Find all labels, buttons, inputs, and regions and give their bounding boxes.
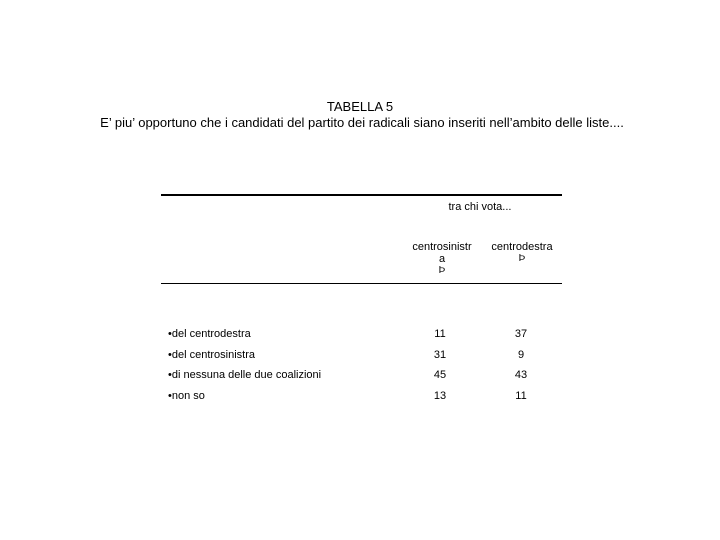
title-block (0, 99, 720, 131)
row-label (168, 389, 205, 403)
cell-centrodestra: 11 (515, 390, 527, 402)
table-row (168, 389, 568, 403)
table-header-rule (161, 283, 562, 284)
bullet-icon: • (168, 328, 172, 340)
bullet-icon: • (168, 390, 172, 402)
cell-centrodestra: 43 (514, 369, 528, 381)
cell-centrosinistra: 31 (433, 349, 447, 361)
row-label (168, 368, 321, 382)
column-header-text-1: centrosinistr (412, 241, 472, 253)
cell-centrodestra: 9 (517, 349, 525, 361)
table-subtitle: E’ piu’ opportuno che i candidati del partito dei radicali siano inseriti nell’ambito delle liste.... (100, 115, 624, 130)
cell-centrodestra: 37 (514, 328, 528, 340)
column-marker-icon: Þ (438, 265, 446, 276)
table-row (168, 368, 568, 382)
voters-group-label: tra chi vota... (448, 201, 512, 213)
cell-centrosinistra: 45 (433, 369, 447, 381)
table-row (168, 348, 568, 362)
table-top-rule (161, 194, 562, 196)
row-label (168, 327, 251, 341)
table-title: TABELLA 5 (326, 99, 394, 114)
column-header-centrodestra (480, 241, 564, 265)
row-label (168, 348, 255, 362)
row-label-text: non so (171, 390, 205, 402)
column-marker-icon: Þ (518, 253, 526, 264)
table-row (168, 327, 568, 341)
row-label-text: di nessuna delle due coalizioni (171, 369, 322, 381)
cell-centrosinistra: 11 (434, 328, 446, 340)
cell-centrosinistra: 13 (433, 390, 447, 402)
row-label-text: del centrosinistra (171, 349, 256, 361)
column-header-text-1b: a (438, 253, 446, 265)
column-header-text-2: centrodestra (491, 241, 553, 253)
bullet-icon: • (168, 349, 172, 361)
row-label-text: del centrodestra (171, 328, 251, 340)
column-header-centrosinistra (400, 241, 484, 277)
bullet-icon: • (168, 369, 172, 381)
